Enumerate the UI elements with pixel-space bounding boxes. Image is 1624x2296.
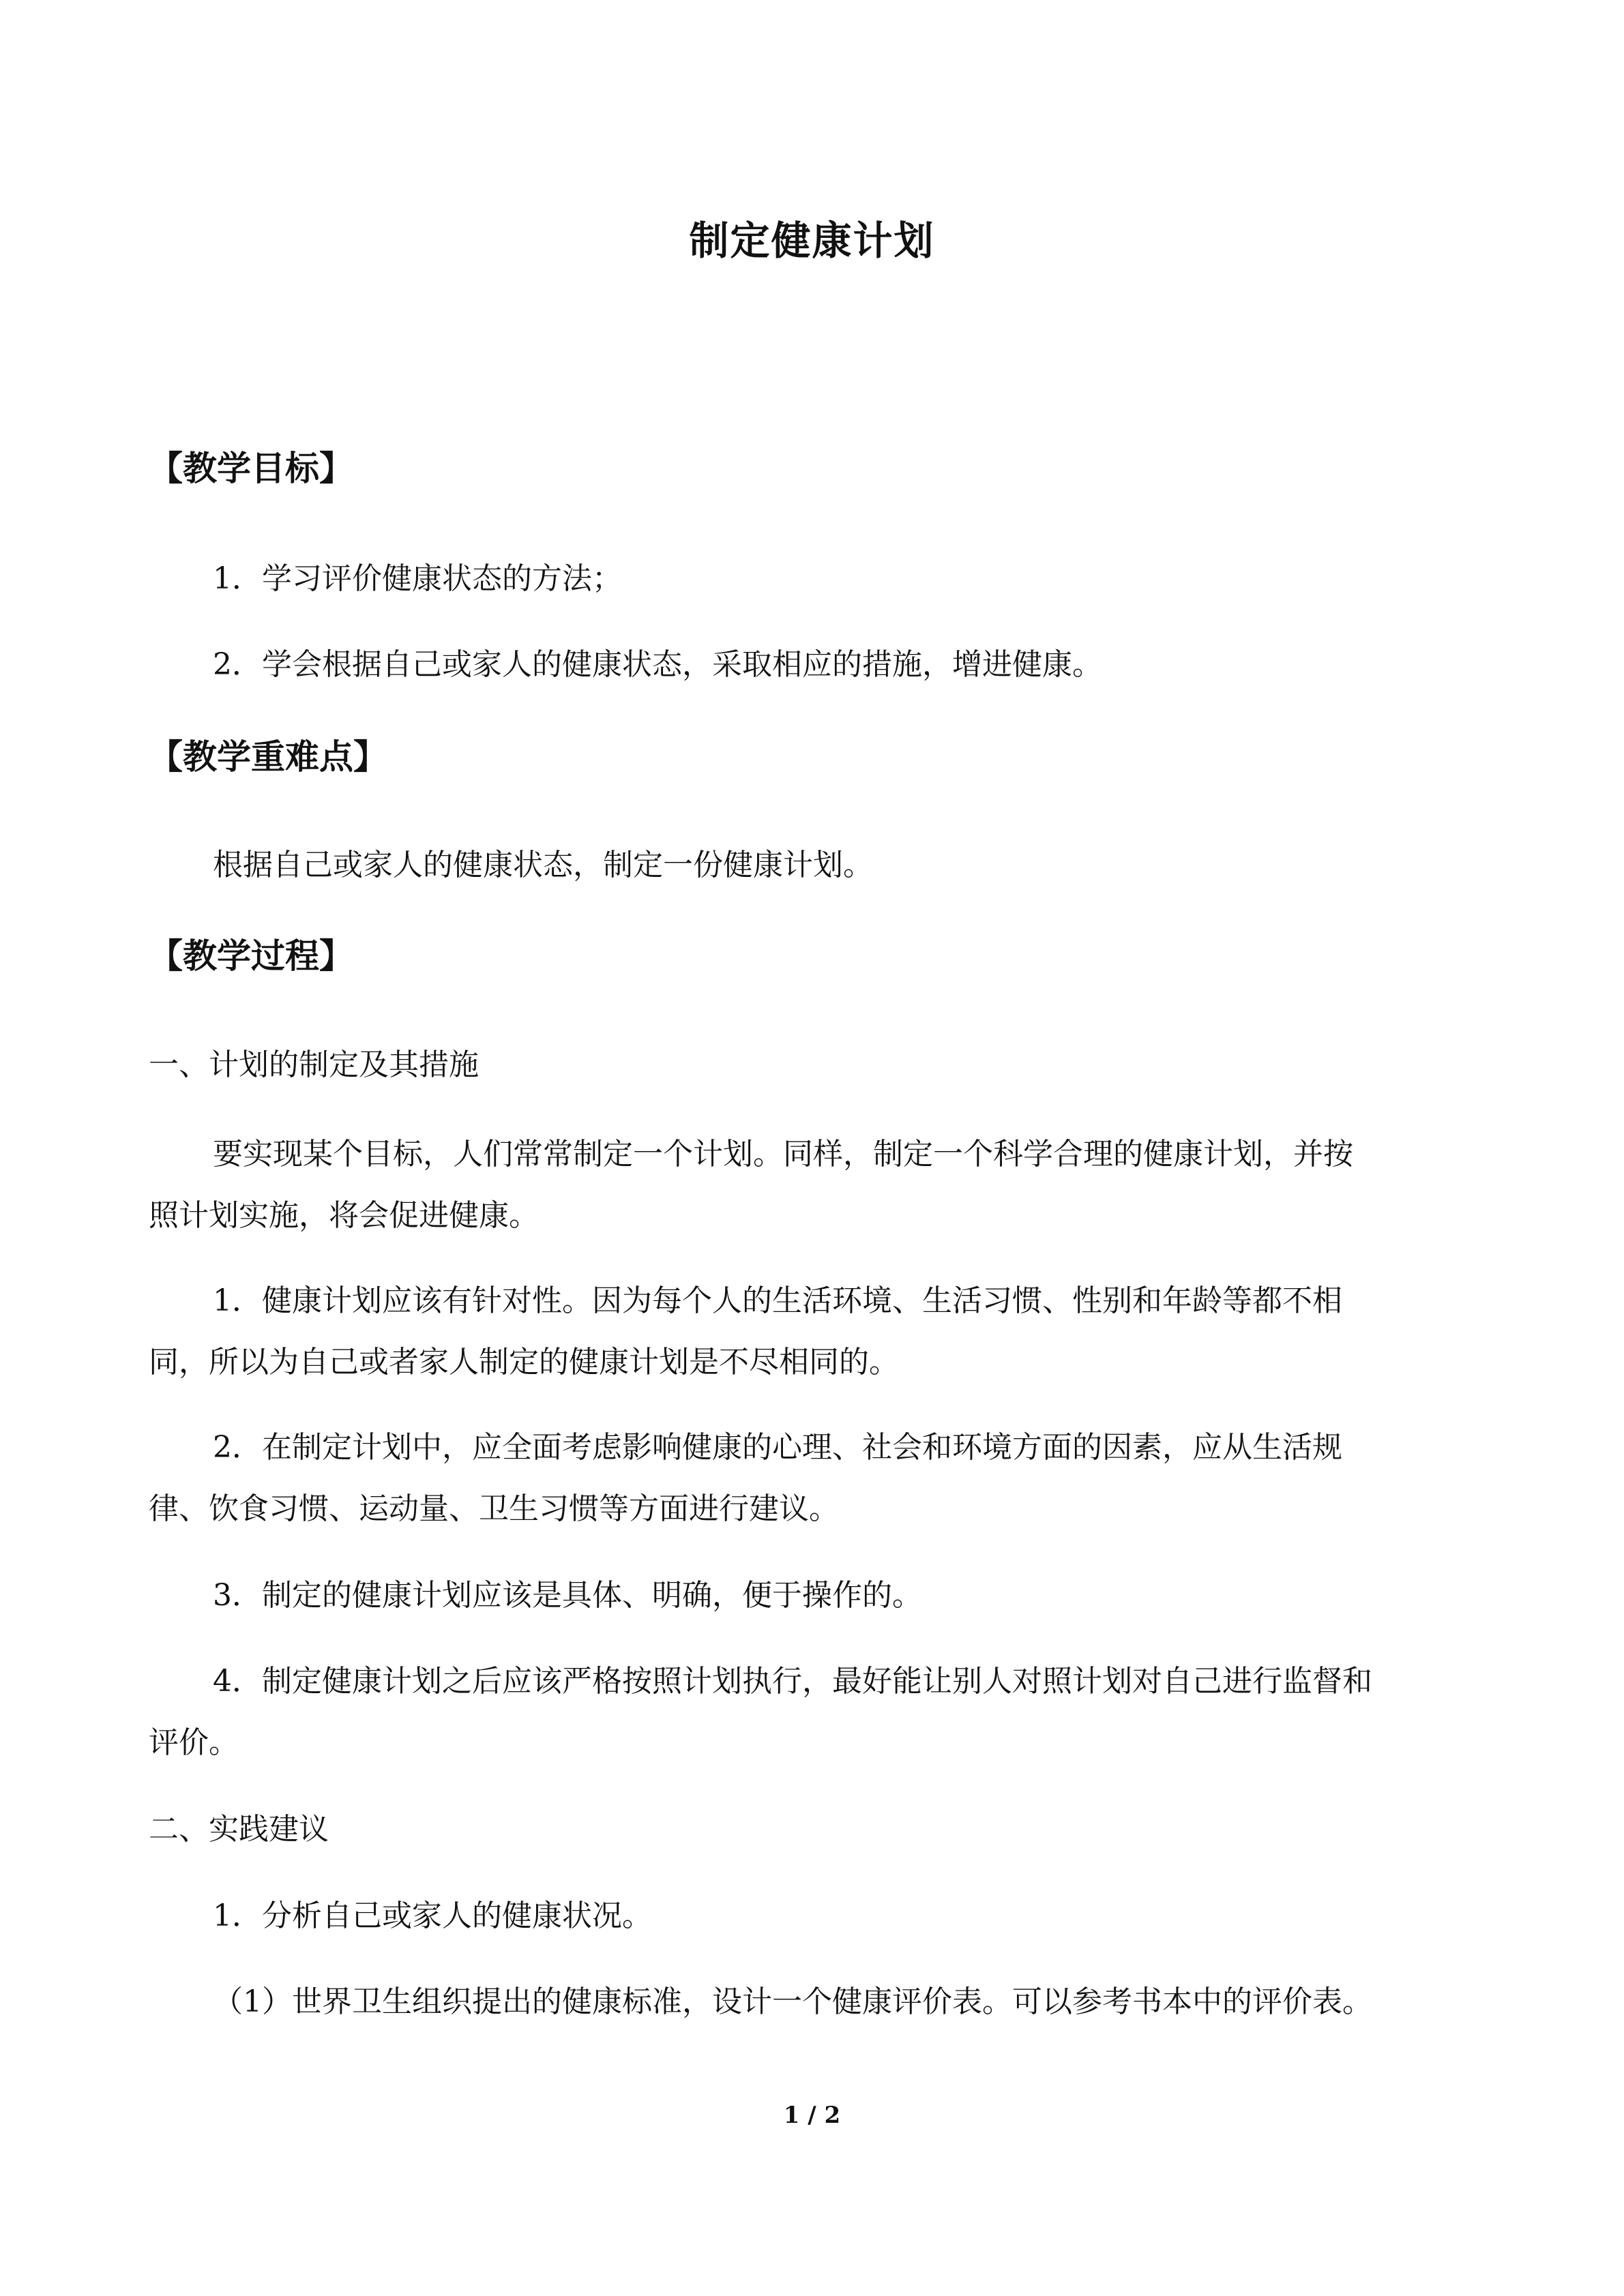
part2-point1: 1．分析自己或家人的健康状况。 (213, 1898, 652, 1933)
part1-intro-line1: 要实现某个目标，人们常常制定一个计划。同样，制定一个科学合理的健康计划，并按 (213, 1137, 1353, 1172)
objective-item-2: 2．学会根据自己或家人的健康状态，采取相应的措施，增进健康。 (213, 647, 1102, 682)
key-points-text: 根据自己或家人的健康状态，制定一份健康计划。 (213, 848, 873, 882)
part1-point1-line1: 1．健康计划应该有针对性。因为每个人的生活环境、生活习惯、性别和年龄等都不相 (213, 1283, 1342, 1318)
part1-point2-line2: 律、饮食习惯、运动量、卫生习惯等方面进行建议。 (149, 1491, 839, 1526)
key-points-heading: 【教学重难点】 (149, 737, 387, 777)
part1-point4-line1: 4．制定健康计划之后应该严格按照计划执行，最好能让别人对照计划对自己进行监督和 (213, 1664, 1372, 1699)
part1-intro-line2: 照计划实施，将会促进健康。 (149, 1198, 539, 1233)
page-number: 1 / 2 (783, 2102, 841, 2129)
part2-title: 二、实践建议 (149, 1812, 329, 1847)
objective-item-1: 1．学习评价健康状态的方法； (213, 561, 622, 596)
objectives-heading: 【教学目标】 (149, 449, 353, 488)
part1-point2-line1: 2．在制定计划中，应全面考虑影响健康的心理、社会和环境方面的因素，应从生活规 (213, 1430, 1342, 1465)
process-heading: 【教学过程】 (149, 936, 353, 976)
document-title: 制定健康计划 (689, 218, 935, 264)
part1-point4-line2: 评价。 (149, 1725, 239, 1760)
part1-point3: 3．制定的健康计划应该是具体、明确，便于操作的。 (213, 1578, 922, 1613)
part1-title: 一、计划的制定及其措施 (149, 1047, 479, 1082)
part1-point1-line2: 同，所以为自己或者家人制定的健康计划是不尽相同的。 (149, 1345, 899, 1380)
part2-point1-sub: （1）世界卫生组织提出的健康标准，设计一个健康评价表。可以参考书本中的评价表。 (213, 1984, 1372, 2019)
